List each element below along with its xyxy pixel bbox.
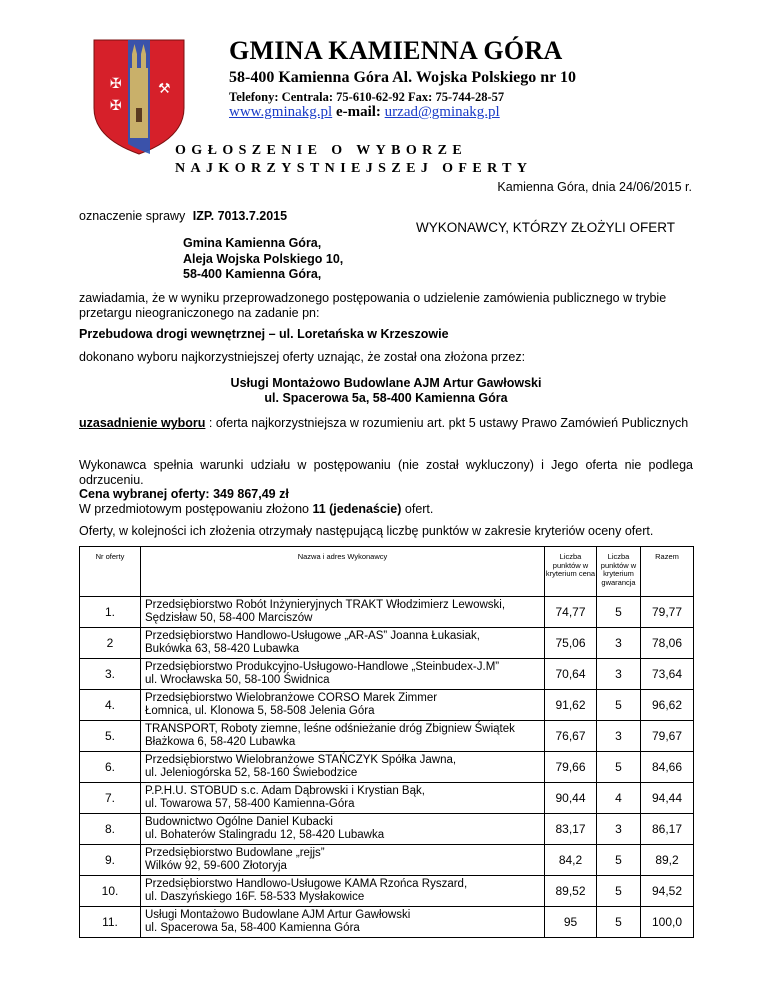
table-row [80,721,694,752]
warranty-points: 5 [597,752,641,783]
table-row [80,752,694,783]
offer-number: 11. [80,907,141,938]
contractor-name: Przedsiębiorstwo Budowlane „rejjs” [145,846,325,859]
offer-number: 7. [80,783,141,814]
contractor-name: TRANSPORT, Roboty ziemne, leśne odśnieżanie dróg Zbigniew Świątek [145,722,515,735]
price-points: 74,77 [545,597,597,628]
svg-text:✠: ✠ [110,76,122,92]
email-label: e-mail: [335,104,381,120]
contractor-cell [141,659,545,690]
header-total: Razem [641,547,694,597]
svg-text:✠: ✠ [110,98,122,114]
table-row [80,628,694,659]
warranty-points: 3 [597,628,641,659]
winner-address: ul. Spacerowa 5a, 58-400 Kamienna Góra [264,390,508,405]
task-title: Przebudowa drogi wewnętrznej – ul. Loretańska w Krzeszowie [79,327,449,341]
contractor-name: Usługi Montażowo Budowlane AJM Artur Gawłowski [145,908,411,921]
contractor-address: Bukówka 63, 58-420 Lubawka [145,643,300,655]
table-row [80,845,694,876]
email-link[interactable]: urzad@gminakg.pl [384,104,500,120]
warranty-points: 5 [597,907,641,938]
total-points: 78,06 [641,628,694,659]
intro-paragraph: zawiadamia, że w wyniku przeprowadzonego postępowania o udzielenie zamówienia publicznego w trybie przetargu nieograniczonego na zadanie pn: [79,291,667,320]
total-points: 86,17 [641,814,694,845]
contractor-address: Sędzisław 50, 58-400 Marciszów [145,612,313,624]
contractor-cell [141,907,545,938]
contractor-cell [141,876,545,907]
offer-number: 5. [80,721,141,752]
date-line: Kamienna Góra, dnia 24/06/2015 r. [497,180,692,194]
offer-number: 2 [80,628,141,659]
case-reference-label: oznaczenie sprawy [79,209,186,223]
contractor-name: Przedsiębiorstwo Handlowo-Usługowe „AR-AS” Joanna Łukasiak, [145,629,480,642]
offer-number: 6. [80,752,141,783]
announcement-heading [175,142,532,178]
table-header-row [80,547,694,597]
price-points: 90,44 [545,783,597,814]
contractor-name: Przedsiębiorstwo Wielobranżowe CORSO Marek Zimmer [145,691,438,704]
website-link[interactable]: www.gminakg.pl [229,104,333,120]
price-label: Cena wybranej oferty: [79,487,210,501]
contractor-cell [141,845,545,876]
justification-text: : oferta najkorzystniejsza w rozumieniu art. pkt 5 ustawy Prawo Zamówień Publicznych [205,416,689,430]
sender-line: 58-400 Kamienna Góra, [183,267,322,281]
header-warranty-points: Liczba punktów w kryterium gwarancja [597,547,641,597]
contractor-cell [141,721,545,752]
price-points: 76,67 [545,721,597,752]
offer-number: 3. [80,659,141,690]
offer-number: 9. [80,845,141,876]
price-points: 89,52 [545,876,597,907]
announcement-line-2: NAJKORZYSTNIEJSZEJ OFERTY [175,161,533,176]
header-offer-number: Nr oferty [80,547,141,597]
winner-name: Usługi Montażowo Budowlane AJM Artur Gawłowski [230,376,542,390]
coat-of-arms-icon [92,38,186,156]
contractor-cell [141,814,545,845]
sender-line: Aleja Wojska Polskiego 10, [183,251,344,266]
contractor-address: ul. Daszyńskiego 16F. 58-533 Mysłakowice [145,891,365,903]
header-price-points: Liczba punktów w kryterium cena [545,547,597,597]
offer-number: 1. [80,597,141,628]
contractor-address: Wilków 92, 59-600 Złotoryja [145,860,287,872]
table-row [80,814,694,845]
offers-count-line [79,502,693,517]
table-row [80,783,694,814]
offers-table [79,546,694,938]
total-points: 94,52 [641,876,694,907]
contractor-name: Przedsiębiorstwo Wielobranżowe STAŃCZYK Spółka Jawna, [145,753,457,766]
municipality-address: 58-400 Kamienna Góra Al. Wojska Polskiego nr 10 [229,69,576,86]
total-points: 73,64 [641,659,694,690]
case-reference-number: IZP. 7013.7.2015 [192,209,288,223]
justification-label: uzasadnienie wyboru [79,416,206,430]
price-value: 349 867,49 zł [213,487,289,501]
recipient: WYKONAWCY, KTÓRZY ZŁOŻYLI OFERT [416,220,676,235]
justification-paragraph [79,416,693,431]
contractor-name: P.P.H.U. STOBUD s.c. Adam Dąbrowski i Krystian Bąk, [145,784,425,797]
contractor-address: Błażkowa 6, 58-420 Lubawka [145,736,296,748]
total-points: 94,44 [641,783,694,814]
warranty-points: 3 [597,659,641,690]
price-points: 83,17 [545,814,597,845]
contractor-address: ul. Towarowa 57, 58-400 Kamienna-Góra [145,798,355,810]
table-row [80,907,694,938]
table-row [80,876,694,907]
warranty-points: 5 [597,690,641,721]
total-points: 96,62 [641,690,694,721]
contractor-name: Przedsiębiorstwo Produkcyjno-Usługowo-Handlowe „Steinbudex-J.M” [145,660,500,673]
winner-block [79,376,693,405]
table-row [80,659,694,690]
warranty-points: 5 [597,845,641,876]
offers-count-value: 11 (jedenaście) [312,501,402,516]
warranty-points: 4 [597,783,641,814]
price-points: 91,62 [545,690,597,721]
price-points: 75,06 [545,628,597,659]
total-points: 84,66 [641,752,694,783]
contractor-address: ul. Jeleniogórska 52, 58-160 Świebodzice [145,767,358,779]
contractor-address: ul. Spacerowa 5a, 58-400 Kamienna Góra [145,922,360,934]
contractor-name: Przedsiębiorstwo Handlowo-Usługowe KAMA Rzońca Ryszard, [145,877,468,890]
warranty-points: 5 [597,597,641,628]
phone-fax-line: Telefony: Centrala: 75-610-62-92 Fax: 75-744-28-57 [229,90,505,104]
contractor-address: ul. Wrocławska 50, 58-100 Świdnica [145,674,330,686]
conditions-text: Wykonawca spełnia warunki udziału w postępowaniu (nie został wykluczony) i Jego oferta nie podlega odrzuceniu. [79,458,693,487]
contractor-address: Łomnica, ul. Klonowa 5, 58-508 Jelenia Góra [145,705,375,717]
web-contact-line [229,104,500,121]
offer-number: 8. [80,814,141,845]
total-points: 89,2 [641,845,694,876]
contractor-cell [141,628,545,659]
contractor-name: Przedsiębiorstwo Robót Inżynieryjnych TRAKT Włodzimierz Lewowski, [145,598,506,611]
warranty-points: 3 [597,721,641,752]
price-points: 79,66 [545,752,597,783]
contractor-cell [141,783,545,814]
contractor-cell [141,690,545,721]
price-points: 70,64 [545,659,597,690]
table-row [80,597,694,628]
conditions-paragraph [79,458,693,516]
offer-number: 4. [80,690,141,721]
price-points: 84,2 [545,845,597,876]
offer-number: 10. [80,876,141,907]
total-points: 79,77 [641,597,694,628]
offers-count-suffix: ofert. [404,501,434,516]
announcement-line-1: OGŁOSZENIE O WYBORZE [175,143,468,158]
contractor-cell [141,597,545,628]
offers-count-prefix: W przedmiotowym postępowaniu złożono [79,501,309,516]
table-intro: Oferty, w kolejności ich złożenia otrzymały następującą liczbę punktów w zakresie kryteriów oceny ofert. [79,524,654,538]
warranty-points: 3 [597,814,641,845]
municipality-title: GMINA KAMIENNA GÓRA [229,36,563,65]
price-line [79,487,693,502]
svg-text:⚒: ⚒ [158,81,171,97]
case-reference [79,209,287,223]
contractor-address: ul. Bohaterów Stalingradu 12, 58-420 Lubawka [145,829,385,841]
warranty-points: 5 [597,876,641,907]
sender-block [183,236,343,283]
price-points: 95 [545,907,597,938]
table-row [80,690,694,721]
total-points: 100,0 [641,907,694,938]
contractor-cell [141,752,545,783]
header-contractor: Nazwa i adres Wykonawcy [141,547,545,597]
selection-text: dokonano wyboru najkorzystniejszej oferty uznając, że został ona złożona przez: [79,350,526,364]
sender-line: Gmina Kamienna Góra, [183,236,322,250]
contractor-name: Budownictwo Ogólne Daniel Kubacki [145,815,333,828]
total-points: 79,67 [641,721,694,752]
